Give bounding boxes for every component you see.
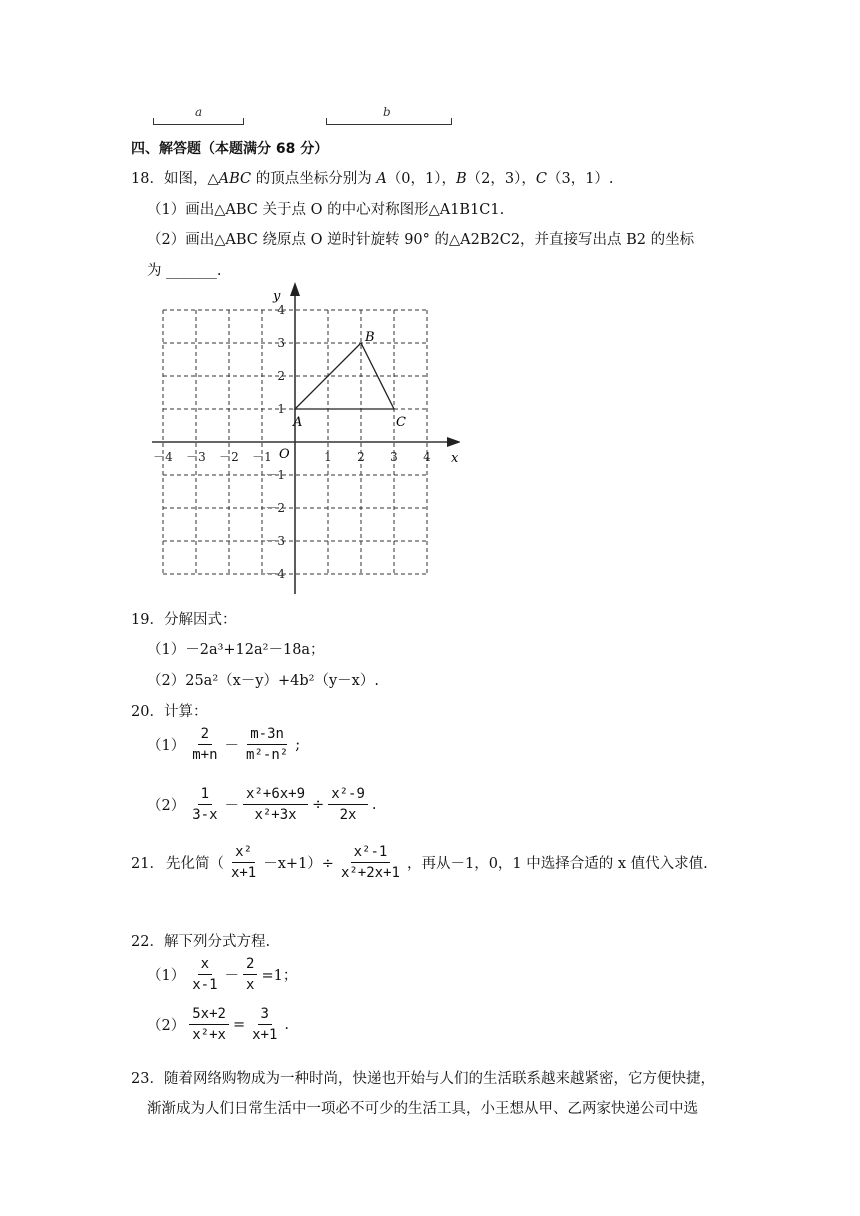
point-b-label: B xyxy=(365,330,375,345)
q21-number: 21． xyxy=(131,856,164,872)
operator: － xyxy=(224,738,240,754)
q20-part1-label: （1） xyxy=(147,738,186,754)
denominator: x+1 xyxy=(230,865,257,881)
denominator: x²+3x xyxy=(254,807,297,823)
q18-c-coord: （3，1）. xyxy=(546,171,614,187)
q18-part1: （1）画出△ABC 关于点 O 的中心对称图形△A1B1C1. xyxy=(147,202,505,218)
q19-part1: （1）－2a³+12a²－18a； xyxy=(147,642,325,658)
q20-part2-label: （2） xyxy=(147,798,186,814)
q18-a-coord: （0，1）， xyxy=(386,171,457,187)
numerator: 1 xyxy=(198,786,212,805)
x-tick-label: －4 xyxy=(153,450,173,464)
axes xyxy=(152,282,460,594)
fraction xyxy=(189,786,220,823)
numerator: x xyxy=(198,956,212,975)
numerator: 5x+2 xyxy=(189,1006,229,1025)
fraction xyxy=(189,726,220,763)
operator: － xyxy=(224,968,240,984)
fraction xyxy=(189,1006,229,1043)
point-a-label: A xyxy=(293,415,303,430)
triangle-abc xyxy=(295,343,394,409)
q20-part2 xyxy=(147,786,377,823)
fraction xyxy=(338,844,403,881)
q22-number: 22． xyxy=(131,934,164,950)
fraction xyxy=(228,844,259,881)
q20-part1 xyxy=(147,726,300,763)
denominator: x xyxy=(246,977,255,993)
numerator: x² xyxy=(232,844,255,863)
q18-b-coord: （2，3）， xyxy=(466,171,536,187)
equation-end: =1； xyxy=(261,968,298,984)
x-axis-label: x xyxy=(451,451,459,466)
segment-b-label: b xyxy=(383,105,391,119)
denominator: 3-x xyxy=(192,807,218,823)
y-tick-label: －2 xyxy=(265,501,285,515)
fraction xyxy=(249,1006,280,1043)
x-tick-label: －1 xyxy=(252,450,272,464)
denominator: m+n xyxy=(192,747,218,763)
x-tick-label: 2 xyxy=(357,450,365,464)
q18-number: 18． xyxy=(131,171,164,187)
q21-mid: －x+1）÷ xyxy=(263,856,334,872)
q23-number: 23． xyxy=(131,1071,164,1087)
y-axis-arrow xyxy=(290,282,300,296)
q18-part2: （2）画出△ABC 绕原点 O 逆时针旋转 90° 的△A2B2C2，并直接写出点 B2 的坐标 xyxy=(147,232,695,248)
q22-part1 xyxy=(147,956,297,993)
q18-a: A xyxy=(376,171,387,187)
q21 xyxy=(131,844,708,881)
denominator: x²+x xyxy=(192,1027,226,1043)
q22-title xyxy=(131,930,270,951)
numerator: x²-1 xyxy=(351,844,391,863)
punctuation: . xyxy=(284,1016,290,1033)
fraction xyxy=(243,786,308,823)
numerator: 2 xyxy=(198,726,212,745)
punctuation: . xyxy=(371,796,377,813)
x-tick-label: －2 xyxy=(219,450,239,464)
segment-a-label: a xyxy=(195,105,203,119)
denominator: 2x xyxy=(339,807,357,823)
y-tick-label: 3 xyxy=(277,336,285,350)
punctuation: ; xyxy=(295,736,301,753)
y-tick-label: 4 xyxy=(277,303,285,317)
section-title: 四、解答题（本题满分 68 分） xyxy=(131,141,329,157)
q23-line2: 渐渐成为人们日常生活中一项必不可少的生活工具，小王想从甲、乙两家快递公司中选 xyxy=(147,1101,698,1117)
q18-c: C xyxy=(535,171,547,187)
equals-sign: = xyxy=(232,1016,246,1033)
numerator: 2 xyxy=(243,956,257,975)
q20-title-text: 计算： xyxy=(163,704,208,720)
x-tick-label: 4 xyxy=(423,450,431,464)
denominator: x+1 xyxy=(252,1027,278,1043)
q21-post: ，再从－1，0，1 中选择合适的 x 值代入求值. xyxy=(406,856,708,872)
numerator: m-3n xyxy=(247,726,287,745)
fraction xyxy=(243,726,291,763)
q22-part2-label: （2） xyxy=(147,1018,186,1034)
q23-line1 xyxy=(131,1067,715,1088)
numerator: 3 xyxy=(258,1006,272,1025)
fraction xyxy=(243,956,257,993)
fraction xyxy=(189,956,220,993)
x-axis-arrow xyxy=(447,437,460,447)
operator: － xyxy=(224,798,240,814)
q19-title-text: 分解因式： xyxy=(163,612,237,628)
y-tick-label: －4 xyxy=(265,567,285,581)
q18-part2-answer: 为 _______. xyxy=(147,263,222,279)
q21-pre: 先化简（ xyxy=(165,856,224,872)
y-tick-label: 1 xyxy=(277,402,285,416)
numerator: x²-9 xyxy=(328,786,368,805)
x-tick-label: 3 xyxy=(390,450,398,464)
point-c-label: C xyxy=(396,415,406,430)
operator: ÷ xyxy=(312,796,325,813)
y-tick-label: －1 xyxy=(265,468,285,482)
q19-title xyxy=(131,608,236,629)
y-tick-label: 2 xyxy=(277,369,285,383)
q22-title-text: 解下列分式方程. xyxy=(163,934,271,950)
q19-number: 19． xyxy=(131,612,164,628)
q20-number: 20． xyxy=(131,704,164,720)
q18-stem-pre: 如图，△ xyxy=(163,171,219,187)
numerator: x²+6x+9 xyxy=(243,786,308,805)
origin-label: O xyxy=(279,447,290,462)
q20-title xyxy=(131,700,207,721)
y-axis-label: y xyxy=(273,289,281,304)
x-tick-label: 1 xyxy=(324,450,332,464)
denominator: x-1 xyxy=(192,977,218,993)
q19-part2: （2）25a²（x－y）+4b²（y－x）. xyxy=(147,673,379,689)
q18-stem-mid: 的顶点坐标分别为 xyxy=(251,171,377,187)
x-tick-label: －3 xyxy=(186,450,206,464)
q23-text-1: 随着网络购物成为一种时尚，快递也开始与人们的生活联系越来越紧密，它方便快捷， xyxy=(163,1071,715,1087)
fraction xyxy=(328,786,368,823)
denominator: m²-n² xyxy=(246,747,289,763)
q22-part2 xyxy=(147,1006,289,1043)
denominator: x²+2x+1 xyxy=(340,865,400,881)
y-tick-label: －3 xyxy=(265,534,285,548)
q18-stem xyxy=(131,167,614,188)
q18-b: B xyxy=(456,171,467,187)
q18-abc: ABC xyxy=(218,171,252,187)
coordinate-graph xyxy=(140,282,460,602)
q22-part1-label: （1） xyxy=(147,968,186,984)
